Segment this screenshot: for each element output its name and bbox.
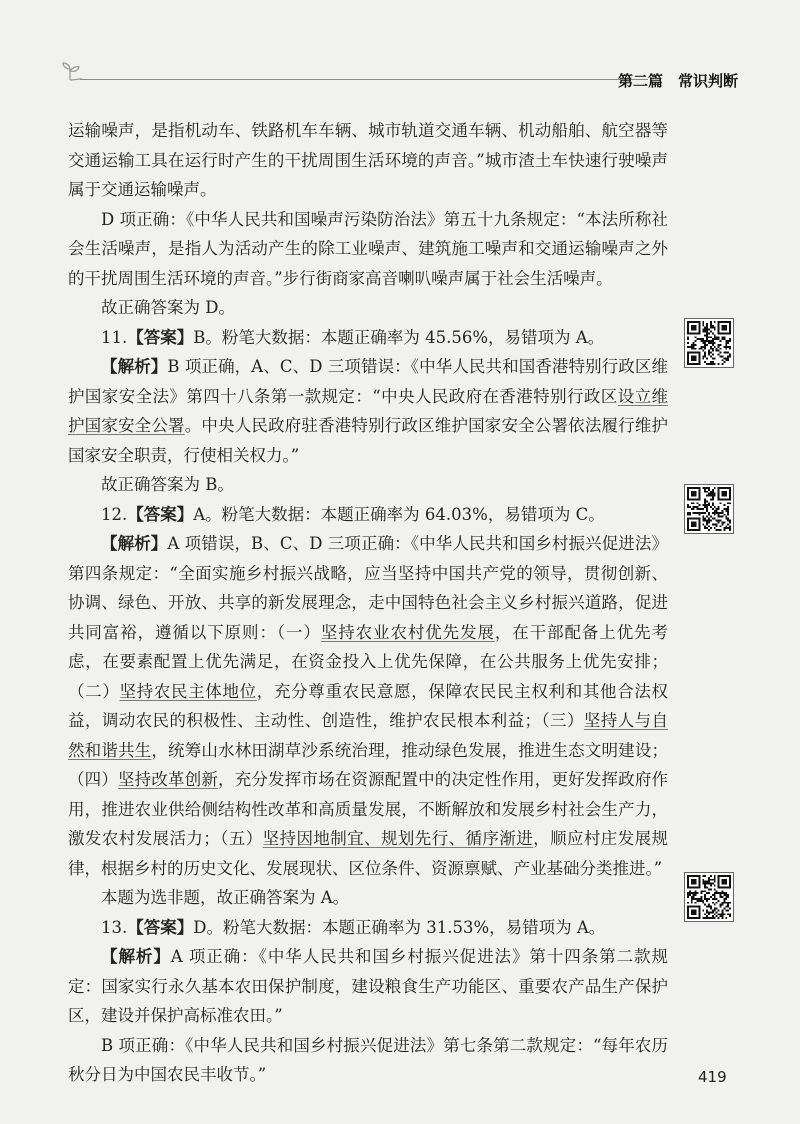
question-number: 11. [101, 327, 128, 347]
paragraph: D 项正确：《中华人民共和国噪声污染防治法》第五十九条规定：“本法所称社会生活噪声，是指人为活动产生的除工业噪声、建筑施工噪声和交通运输噪声之外的干扰周围生活环境的声音。”步行街商家高音喇叭噪声属于社会生活噪声。 [68, 209, 668, 288]
underlined-text: 坚持改革创新 [118, 770, 219, 789]
conclusion: 本题为选非题，故正确答案为 A。 [101, 888, 350, 907]
underlined-text: 坚持人与自然和谐共生 [68, 711, 669, 760]
qr-code-icon[interactable] [684, 872, 734, 922]
analysis-label: 【解析】 [101, 534, 168, 553]
paragraph: 运输噪声，是指机动车、铁路机车车辆、城市轨道交通车辆、机动船舶、航空器等交通运输工具在运行时产生的干扰周围生活环境的声音。”城市渣土车快速行驶噪声属于交通运输噪声。 [68, 121, 668, 199]
paragraph: B 项正确：《中华人民共和国乡村振兴促进法》第七条第二款规定：“每年农历秋分日为中国农民丰收节。” [68, 1035, 668, 1084]
q11-analysis [68, 352, 668, 470]
q12-analysis [68, 529, 668, 883]
analysis-text: A 项错误，B、C、D 三项正确：《中华人民共和国乡村振兴促进法》第四条规定：“全面实施乡村振兴战略，应当坚持中国共产党的领导，贯彻创新、协调、绿色、开放、共享的新发展理念，走中国特色社会主义乡村振兴道路，促进共同富裕，遵循以下原则：（一） [68, 534, 669, 642]
page-header [56, 58, 738, 88]
page-number: 419 [698, 1068, 727, 1086]
q13-answer [68, 913, 668, 943]
analysis-text: ，在干部配备上优先考虑，在要素配置上优先满足，在资金投入上优先保障，在公共服务上优先安排；（二） [68, 622, 669, 701]
analysis-text: ，统筹山水林田湖草沙系统治理，推动绿色发展，推进生态文明建设；（四） [68, 740, 669, 789]
sprout-icon [56, 58, 84, 84]
q12-answer [68, 500, 668, 530]
header-rule [80, 79, 648, 80]
underlined-text: 设立维护国家安全公署 [68, 386, 669, 435]
answer-label: 【答案】 [127, 917, 194, 937]
answer-text: D。粉笔大数据：本题正确率为 31.53%，易错项为 A。 [193, 917, 606, 937]
question-number: 12. [101, 504, 128, 524]
page-body [68, 116, 668, 1090]
underlined-text: 坚持农业农村优先发展 [320, 622, 495, 642]
q13-analysis [68, 942, 668, 1031]
q11-answer [68, 323, 668, 353]
question-number: 13. [101, 917, 128, 937]
analysis-text: 。中央人民政府驻香港特别行政区维护国家安全公署依法履行维护国家安全职责，行使相关权力。” [68, 416, 669, 465]
analysis-text: ，充分尊重农民意愿，保障农民民主权利和其他合法权益，调动农民的积极性、主动性、创造性，维护农民根本利益；（三） [68, 681, 669, 730]
answer-text: A。粉笔大数据：本题正确率为 64.03%，易错项为 C。 [193, 504, 605, 524]
qr-code-icon[interactable] [684, 318, 734, 368]
analysis-text: ，充分发挥市场在资源配置中的决定性作用，更好发挥政府作用，推进农业供给侧结构性改革和高质量发展，不断解放和发展乡村社会生产力，激发农村发展活力；（五） [68, 770, 669, 848]
analysis-text: A 项正确：《中华人民共和国乡村振兴促进法》第十四条第二款规定：国家实行永久基本农田保护制度，建设粮食生产功能区、重要农产品生产保护区，建设并保护高标准农田。” [68, 947, 668, 1025]
underlined-text: 坚持因地制宜、规划先行、循序渐进 [262, 829, 534, 848]
section-title: 第二篇 常识判断 [617, 72, 738, 90]
answer-text: B。粉笔大数据：本题正确率为 45.56%，易错项为 A。 [193, 327, 605, 347]
analysis-text: ，顺应村庄发展规律，根据乡村的历史文化、发展现状、区位条件、资源禀赋、产业基础分类推进。” [68, 829, 669, 878]
qr-code-icon[interactable] [684, 484, 734, 534]
analysis-label: 【解析】 [101, 947, 171, 966]
answer-label: 【答案】 [127, 327, 194, 347]
conclusion: 故正确答案为 B。 [101, 475, 234, 494]
answer-label: 【答案】 [127, 504, 194, 524]
conclusion: 故正确答案为 D。 [101, 298, 235, 317]
analysis-text: B 项正确，A、C、D 三项错误：《中华人民共和国香港特别行政区维护国家安全法》第四十八条第一款规定：“中央人民政府在香港特别行政区 [68, 357, 669, 406]
underlined-text: 坚持农民主体地位 [119, 681, 257, 701]
analysis-label: 【解析】 [101, 357, 168, 376]
